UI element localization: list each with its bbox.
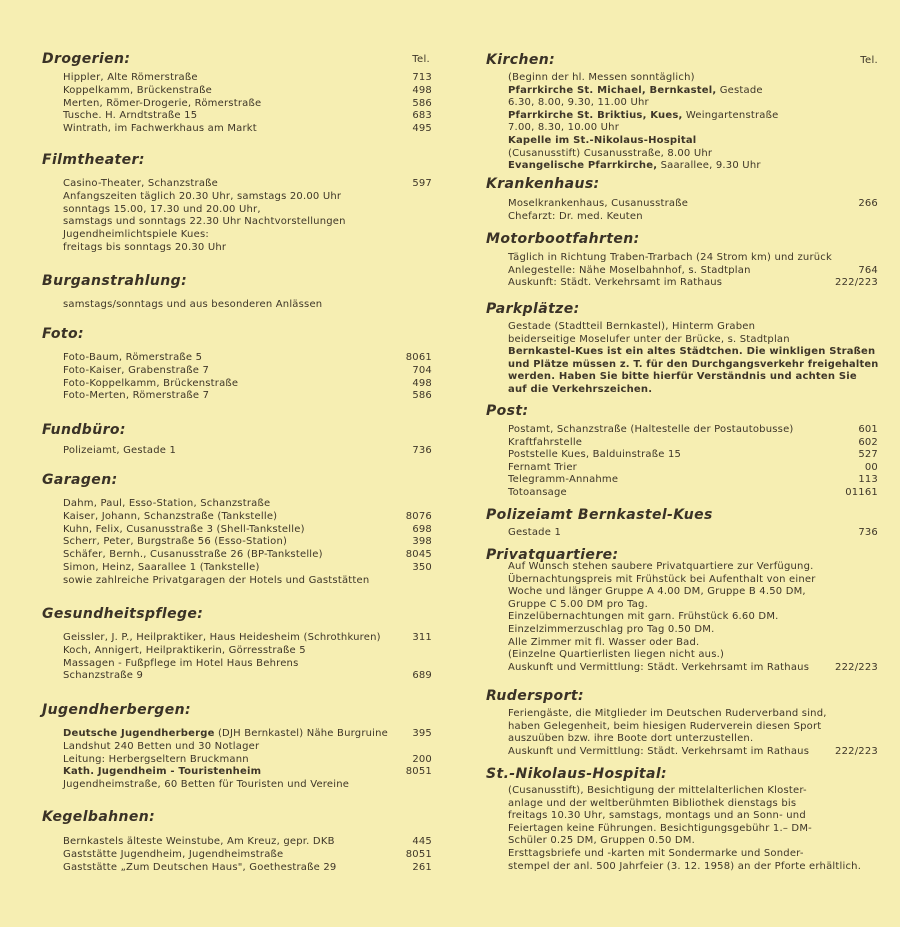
entry-text: Täglich in Richtung Traben-Trarbach (24 Strom km) und zurück (508, 252, 832, 263)
entry-number: 601 (858, 424, 878, 435)
entry-text: Tusche. H. Arndtstraße 15 (63, 110, 198, 122)
entry-text: Koch, Annigert, Heilpraktikerin, Görresstraße 5 (63, 644, 306, 656)
entry-number: 683 (412, 110, 432, 122)
entry-text: anlage und der weltberühmten Bibliothek dienstags bis (508, 797, 797, 809)
entry-text: stempel der anl. 500 Jahrfeier (3. 12. 1958) an der Pforte erhältlich. (508, 860, 862, 872)
entry-row (508, 147, 878, 160)
entry-number: 266 (858, 198, 878, 209)
entry-text: und Plätze müssen z. T. für den Durchgangsverkehr freigehalten (508, 358, 879, 370)
entry-text: Schüler 0.25 DM, Gruppen 0.50 DM. (508, 835, 695, 847)
entry-number: 222/223 (835, 661, 878, 673)
entry-text: 6.30, 8.00, 9.30, 11.00 Uhr (508, 97, 649, 109)
entry-text: Dahm, Paul, Esso-Station, Schanzstraße (63, 498, 271, 509)
entry-number: 527 (858, 449, 878, 461)
entry-text: Telegramm-Annahme (508, 474, 619, 486)
entry-row (508, 732, 878, 745)
entry-number: 764 (858, 264, 878, 276)
entry-text: Auskunft: Städt. Verkehrsamt im Rathaus (508, 277, 723, 289)
entry-text: Bernkastels älteste Weinstube, Am Kreuz, gepr. DKB (63, 836, 335, 847)
entry-text: Alle Zimmer mit fl. Wasser oder Bad. (508, 636, 700, 648)
entry-text: Kuhn, Felix, Cusanusstraße 3 (Shell-Tankstelle) (63, 523, 305, 535)
section-heading: Garagen: (42, 472, 118, 488)
entry-row (508, 784, 878, 797)
entry-text: Feriengäste, die Mitglieder im Deutschen Ruderverband sind, (508, 708, 827, 719)
entry-row (508, 370, 878, 383)
entry-row (508, 84, 878, 97)
entry-text: Auskunft und Vermittlung: Städt. Verkehrsamt im Rathaus (508, 661, 810, 673)
entry-row (63, 203, 432, 216)
entry-text: beiderseitige Moselufer unter der Brücke, s. Stadtplan (508, 333, 790, 345)
entry-text: Koppelkamm, Brückenstraße (63, 84, 212, 96)
entry-row (63, 535, 432, 548)
entry-number: 00 (864, 461, 878, 473)
entry-text-rest: Weingartenstraße (682, 109, 779, 121)
entry-text: Geissler, J. P., Heilpraktiker, Haus Heidesheim (Schrothkuren) (63, 632, 381, 643)
entry-text: auf die Verkehrszeichen. (508, 384, 653, 395)
entry-number: 704 (412, 364, 432, 376)
entry-number: 01161 (845, 487, 878, 498)
entry-number: 8076 (405, 510, 432, 522)
entry-row (508, 623, 878, 636)
entry-row (508, 745, 878, 758)
entry-row (508, 486, 878, 499)
section-heading: Drogerien: (42, 51, 131, 67)
entry-text: Foto-Kaiser, Grabenstraße 7 (63, 364, 210, 376)
entry-text (508, 109, 778, 122)
entry-text: (Cusanusstift) Cusanusstraße, 8.00 Uhr (508, 147, 713, 159)
entry-row (63, 753, 432, 766)
section-heading: Gesundheitspflege: (42, 606, 204, 622)
tel-label: Tel. (860, 55, 878, 66)
entry-text: Woche und länger Gruppe A 4.00 DM, Gruppe B 4.50 DM, (508, 586, 806, 598)
entry-row (508, 720, 878, 733)
entry-row (63, 109, 432, 122)
entry-text: freitags bis sonntags 20.30 Uhr (63, 242, 227, 253)
entry-row (508, 333, 878, 346)
entry-row (508, 598, 878, 611)
entry-row (508, 461, 878, 474)
entry-row (508, 121, 878, 134)
entry-row (508, 822, 878, 835)
entry-row (63, 510, 432, 523)
entry-number: 498 (412, 84, 432, 96)
section-heading: Post: (486, 403, 529, 419)
entry-text: Leitung: Herbergseltern Bruckmann (63, 753, 249, 765)
entry-row (508, 134, 878, 147)
entry-text-rest: Gestade (716, 84, 763, 96)
section-heading: Motorbootfahrten: (486, 231, 640, 247)
entry-number: 689 (412, 670, 432, 682)
entry-text: 7.00, 8.30, 10.00 Uhr (508, 122, 620, 134)
entry-row (63, 523, 432, 536)
entry-row (63, 727, 432, 740)
entry-row (508, 358, 878, 371)
entry-row (63, 377, 432, 390)
entry-text: Kapelle im St.-Nikolaus-Hospital (508, 135, 697, 146)
entry-text: sowie zahlreiche Privatgaragen der Hotels und Gaststätten (63, 574, 370, 586)
entry-text: Übernachtungspreis mit Frühstück bei Aufenthalt von einer (508, 573, 816, 585)
entry-text: Moselkrankenhaus, Cusanusstraße (508, 198, 689, 209)
entry-text: Scherr, Peter, Burgstraße 56 (Esso-Station) (63, 536, 288, 548)
entry-text: Hippler, Alte Römerstraße (63, 72, 198, 83)
entry-text: Anlegestelle: Nähe Moselbahnhof, s. Stadtplan (508, 264, 751, 276)
section-heading: Burganstrahlung: (42, 273, 188, 289)
entry-row (508, 276, 878, 289)
entry-text: Merten, Römer-Drogerie, Römerstraße (63, 97, 262, 109)
section-heading: St.-Nikolaus-Hospital: (486, 766, 668, 782)
section-heading: Privatquartiere: (486, 547, 619, 563)
entry-row (63, 122, 432, 135)
entry-text: sonntags 15.00, 17.30 und 20.00 Uhr, (63, 203, 261, 215)
entry-row (63, 631, 432, 644)
section-heading: Rudersport: (486, 688, 584, 704)
section-heading: Kegelbahnen: (42, 809, 156, 825)
entry-row (63, 574, 432, 587)
entry-text: Schanzstraße 9 (63, 670, 144, 682)
entry-text-rest: Saarallee, 9.30 Uhr (657, 160, 761, 172)
entry-number: 495 (412, 123, 432, 135)
entry-row (508, 797, 878, 810)
entry-row (508, 448, 878, 461)
entry-number: 586 (412, 390, 432, 402)
entry-text: Gestade 1 (508, 527, 562, 538)
entry-number: 8051 (405, 848, 432, 860)
entry-row (63, 97, 432, 110)
entry-text: (Einzelne Quartierlisten liegen nicht aus.) (508, 649, 725, 661)
entry-row (63, 364, 432, 377)
entry-row (508, 847, 878, 860)
entry-number: 586 (412, 97, 432, 109)
entry-row (63, 740, 432, 753)
entry-row (508, 636, 878, 649)
entry-number: 395 (412, 728, 432, 739)
entry-row (508, 251, 878, 264)
entry-row (508, 560, 878, 573)
entry-text: Poststelle Kues, Balduinstraße 15 (508, 449, 682, 461)
entry-row (63, 444, 432, 457)
entry-text: Gaststätte „Zum Deutschen Haus", Goethestraße 29 (63, 861, 337, 873)
entry-row (508, 834, 878, 847)
entry-row (63, 561, 432, 574)
entry-number: 8051 (405, 766, 432, 778)
entry-row (508, 197, 878, 210)
entry-row (508, 526, 878, 539)
entry-text: Ersttagsbriefe und -karten mit Sondermarke und Sonder- (508, 848, 804, 859)
section-heading: Krankenhaus: (486, 176, 600, 192)
entry-row (63, 71, 432, 84)
entry-text-bold: Evangelische Pfarrkirche, (508, 160, 658, 172)
entry-text: Einzelzimmerzuschlag pro Tag 0.50 DM. (508, 624, 715, 635)
entry-row (63, 497, 432, 510)
entry-text: Kath. Jugendheim - Touristenheim (63, 766, 262, 778)
entry-text: Anfangszeiten täglich 20.30 Uhr, samstags 20.00 Uhr (63, 190, 342, 202)
entry-text: Foto-Merten, Römerstraße 7 (63, 390, 210, 402)
entry-row (508, 860, 878, 873)
entry-text: Feiertagen keine Führungen. Besichtigungsgebühr 1.– DM- (508, 822, 812, 834)
entry-number: 736 (412, 445, 432, 456)
entry-row (63, 177, 432, 190)
entry-number: 113 (858, 474, 878, 486)
entry-row (63, 228, 432, 241)
entry-number: 222/223 (835, 277, 878, 289)
entry-row (63, 778, 432, 791)
tel-label: Tel. (412, 54, 430, 65)
entry-text: Gestade (Stadtteil Bernkastel), Hinterm Graben (508, 321, 756, 332)
entry-row (63, 835, 432, 848)
entry-row (508, 96, 878, 109)
entry-row (508, 264, 878, 277)
entry-number: 8061 (405, 352, 432, 363)
entry-number: 398 (412, 536, 432, 548)
entry-text: (Beginn der hl. Messen sonntäglich) (508, 72, 695, 83)
entry-text: Gaststätte Jugendheim, Jugendheimstraße (63, 848, 284, 860)
section-heading: Polizeiamt Bernkastel-Kues (486, 507, 713, 523)
entry-text: Auf Wunsch stehen saubere Privatquartiere zur Verfügung. (508, 561, 814, 572)
entry-text: auszuüben bzw. ihre Boote dort unterzustellen. (508, 733, 754, 745)
entry-row (63, 84, 432, 97)
entry-number: 498 (412, 377, 432, 389)
entry-number: 350 (412, 562, 432, 573)
entry-text (508, 84, 763, 97)
entry-text (63, 727, 388, 740)
entry-number: 200 (412, 753, 432, 765)
entry-number: 597 (412, 178, 432, 189)
entry-text: Kraftfahrstelle (508, 436, 583, 448)
entry-text: Chefarzt: Dr. med. Keuten (508, 210, 643, 222)
entry-row (508, 707, 878, 720)
entry-text: Foto-Koppelkamm, Brückenstraße (63, 377, 239, 389)
entry-text: Fernamt Trier (508, 461, 577, 473)
entry-row (508, 573, 878, 586)
section-heading: Filmtheater: (42, 152, 145, 168)
entry-text: Massagen - Fußpflege im Hotel Haus Behrens (63, 657, 299, 669)
entry-row (63, 190, 432, 203)
entry-text: Postamt, Schanzstraße (Haltestelle der Postautobusse) (508, 424, 794, 435)
entry-row (508, 661, 878, 674)
entry-text: Simon, Heinz, Saarallee 1 (Tankstelle) (63, 562, 260, 573)
entry-row (508, 585, 878, 598)
entry-text: Bernkastel-Kues ist ein altes Städtchen. Die winkligen Straßen (508, 346, 876, 358)
entry-text-rest: (DJH Bernkastel) Nähe Burgruine (214, 728, 389, 739)
entry-number: 8045 (405, 549, 432, 561)
entry-text: Jugendheimlichtspiele Kues: (63, 229, 209, 241)
entry-text: (Cusanusstift), Besichtigung der mittelalterlichen Kloster- (508, 785, 807, 796)
entry-text: Auskunft und Vermittlung: Städt. Verkehrsamt im Rathaus (508, 745, 810, 757)
entry-row (63, 644, 432, 657)
entry-row (508, 383, 878, 396)
entry-row (63, 548, 432, 561)
entry-row (508, 71, 878, 84)
entry-row (63, 215, 432, 228)
entry-text: Casino-Theater, Schanzstraße (63, 178, 219, 189)
entry-number: 261 (412, 861, 432, 873)
entry-text: Schäfer, Bernh., Cusanusstraße 26 (BP-Tankstelle) (63, 549, 323, 561)
entry-text: haben Gelegenheit, beim hiesigen Ruderverein diesen Sport (508, 720, 822, 732)
section-heading: Parkplätze: (486, 301, 580, 317)
entry-text (508, 159, 761, 172)
section-heading: Kirchen: (486, 52, 556, 68)
entry-row (508, 473, 878, 486)
entry-text: freitags 10.30 Uhr, samstags, montags und an Sonn- und (508, 810, 806, 822)
entry-text: samstags und sonntags 22.30 Uhr Nachtvorstellungen (63, 216, 346, 228)
entry-number: 311 (412, 632, 432, 643)
entry-number: 445 (412, 836, 432, 847)
entry-row (63, 669, 432, 682)
section-heading: Foto: (42, 326, 85, 342)
entry-row (508, 210, 878, 223)
entry-row (508, 648, 878, 661)
entry-text: samstags/sonntags und aus besonderen Anlässen (63, 299, 323, 310)
entry-row (63, 848, 432, 861)
entry-text: Totoansage (508, 487, 567, 498)
entry-text: Polizeiamt, Gestade 1 (63, 445, 177, 456)
entry-row (508, 109, 878, 122)
entry-row (63, 765, 432, 778)
entry-row (508, 345, 878, 358)
entry-row (508, 809, 878, 822)
entry-row (63, 241, 432, 254)
entry-text: Einzelübernachtungen mit garn. Frühstück 6.60 DM. (508, 611, 779, 623)
entry-text: Foto-Baum, Römerstraße 5 (63, 352, 203, 363)
entry-row (508, 320, 878, 333)
entry-text: Jugendheimstraße, 60 Betten für Touristen und Vereine (63, 779, 350, 791)
entry-row (63, 389, 432, 402)
entry-text: Wintrath, im Fachwerkhaus am Markt (63, 123, 257, 135)
entry-row (508, 436, 878, 449)
entry-number: 698 (412, 523, 432, 535)
entry-text: Landshut 240 Betten und 30 Notlager (63, 740, 260, 752)
entry-row (63, 657, 432, 670)
section-heading: Fundbüro: (42, 422, 126, 438)
entry-row (63, 351, 432, 364)
entry-row (508, 610, 878, 623)
entry-row (63, 861, 432, 874)
entry-number: 736 (858, 527, 878, 538)
entry-row (508, 159, 878, 172)
entry-text-bold: Deutsche Jugendherberge (63, 728, 215, 739)
entry-row (508, 423, 878, 436)
entry-row (63, 298, 432, 311)
entry-number: 602 (858, 436, 878, 448)
entry-number: 222/223 (835, 745, 878, 757)
entry-text: Gruppe C 5.00 DM pro Tag. (508, 598, 648, 610)
entry-text: Kaiser, Johann, Schanzstraße (Tankstelle) (63, 510, 278, 522)
entry-text-bold: Pfarrkirche St. Michael, Bernkastel, (508, 84, 717, 96)
entry-text: werden. Haben Sie bitte hierfür Verständnis und achten Sie (508, 371, 857, 383)
entry-number: 713 (412, 72, 432, 83)
section-heading: Jugendherbergen: (42, 702, 191, 718)
entry-text-bold: Pfarrkirche St. Briktius, Kues, (508, 109, 683, 121)
